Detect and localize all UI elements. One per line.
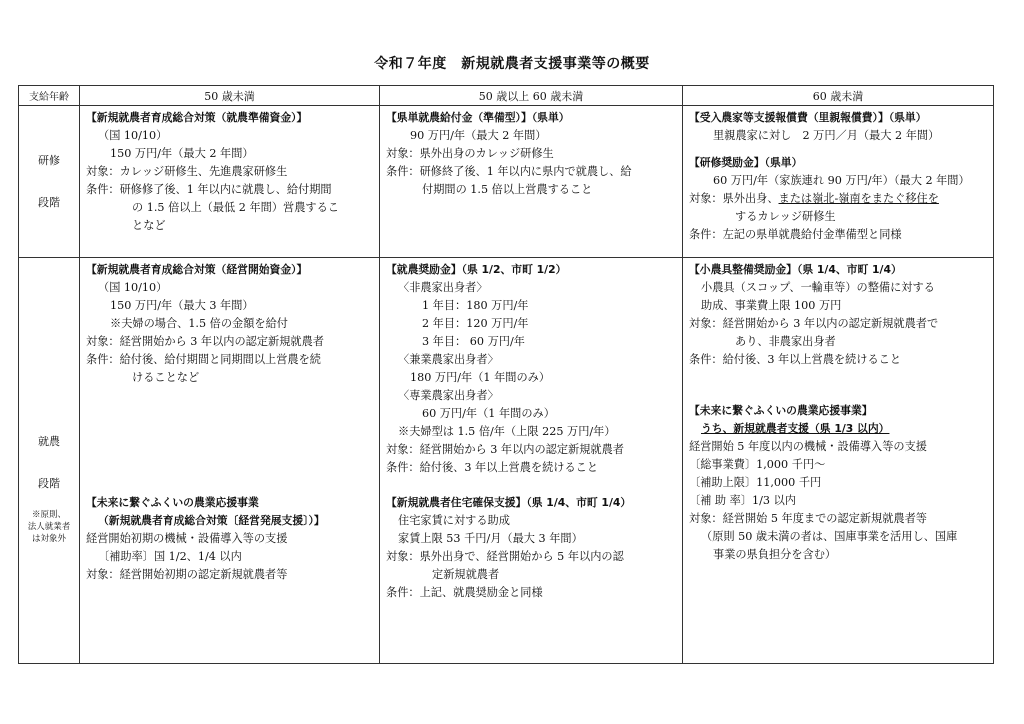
text-line xyxy=(689,190,989,208)
text-line: 条件：研修終了後、1 年以内に県内で就農し、給 xyxy=(386,165,632,178)
sub-program-block xyxy=(386,494,678,602)
program-heading: 【新規就農者育成総合対策（経営開始資金）】 xyxy=(86,263,308,276)
text-line: 条件：研修修了後、1 年以内に就農し、給付期間 xyxy=(86,183,332,196)
training-stage-label xyxy=(19,106,80,258)
support-table xyxy=(18,85,994,664)
training-50to60-cell xyxy=(380,106,683,258)
text-line: 〔補助上限〕11,000 千円 xyxy=(689,476,822,489)
text-line: 条件：給付後、3 年以上営農を続けること xyxy=(689,353,902,366)
text-line: の 1.5 倍以上（最低 2 年間）営農するこ xyxy=(132,201,339,214)
program-heading: 【受入農家等支援報償費（里親報償費）】（県単） xyxy=(689,111,927,124)
text-line: けることなど xyxy=(132,371,200,384)
program-heading: 【未来に繋ぐふくいの農業応援事業 xyxy=(86,496,259,509)
program-heading: 【県単就農給付金（準備型）】（県単） xyxy=(386,111,570,124)
text-line: 〈兼業農家出身者〉 xyxy=(398,353,499,366)
col-header-under60: 60 歳未満 xyxy=(683,86,994,106)
text-line: 家賃上限 53 千円/月（最大 3 年間） xyxy=(398,532,583,545)
stage-line: 段階 xyxy=(38,477,60,491)
farming-row xyxy=(19,258,994,664)
program-subheading: うち、新規就農者支援（県 1/3 以内） xyxy=(701,422,890,435)
text-line: 対象：経営開始から 3 年以内の認定新規就農者 xyxy=(86,335,324,348)
sub-program-block xyxy=(689,402,989,564)
text-line: ※夫婦の場合、1.5 倍の金額を給付 xyxy=(110,317,288,330)
text-line: 付期間の 1.5 倍以上営農すること xyxy=(422,183,593,196)
text-line: 条件：給付後、給付期間と同期間以上営農を続 xyxy=(86,353,321,366)
text-line: 180 万円/年（1 年間のみ） xyxy=(410,371,551,384)
program-heading: 【新規就農者育成総合対策（就農準備資金）】 xyxy=(86,111,308,124)
text-line: 対象：経営開始から 3 年以内の認定新規就農者 xyxy=(386,443,624,456)
stage-line: 就農 xyxy=(38,435,60,449)
program-heading: 【未来に繋ぐふくいの農業応援事業】 xyxy=(689,404,873,417)
text-line: 条件：上記、就農奨励金と同様 xyxy=(386,586,543,599)
program-heading: 【新規就農者住宅確保支援】（県 1/4、市町 1/4） xyxy=(386,496,632,509)
text-line: 150 万円/年（最大 3 年間） xyxy=(110,299,254,312)
text-line: （国 10/10） xyxy=(98,281,168,294)
program-heading: 【研修奨励金】（県単） xyxy=(689,156,803,169)
text-line: 住宅家賃に対する助成 xyxy=(398,514,510,527)
text-line: 経営開始初期の機械・設備導入等の支援 xyxy=(86,532,288,545)
stage-line: 研修 xyxy=(38,153,60,167)
text-line: 90 万円/年（最大 2 年間） xyxy=(410,129,547,142)
text-line: となど xyxy=(132,219,166,232)
text-line: 2 年目：120 万円/年 xyxy=(422,317,529,330)
farming-stage-label xyxy=(19,258,80,664)
header-row xyxy=(19,86,994,106)
text-line: 60 万円/年（1 年間のみ） xyxy=(422,407,555,420)
program-heading: 【就農奨励金】（県 1/2、市町 1/2） xyxy=(386,263,567,276)
col-header-under50: 50 歳未満 xyxy=(80,86,380,106)
text-line: 対象：カレッジ研修生、先進農家研修生 xyxy=(86,165,288,178)
text-line: 小農具（スコップ、一輪車等）の整備に対する xyxy=(701,281,935,294)
text-line: 対象：経営開始から 3 年以内の認定新規就農者で xyxy=(689,317,939,330)
text-line: 対象：県外出身で、経営開始から 5 年以内の認 xyxy=(386,550,624,563)
text-line: 事業の県負担分を含む） xyxy=(713,548,837,561)
text-line: 条件：左記の県単就農給付金準備型と同様 xyxy=(689,228,902,241)
text-line: 60 万円/年（家族連れ 90 万円/年）（最大 2 年間） xyxy=(713,174,970,187)
text-line: 150 万円/年（最大 2 年間） xyxy=(110,147,254,160)
program-heading: 【小農具整備奨励金】（県 1/4、市町 1/4） xyxy=(689,263,902,276)
note-line: 法人就業者 xyxy=(27,522,71,533)
text-line: 対象：経営開始初期の認定新規就農者等 xyxy=(86,568,288,581)
note-line: ※原則、 xyxy=(31,509,66,520)
text-line: 3 年目： 60 万円/年 xyxy=(422,335,525,348)
text-line: 対象：県外出身のカレッジ研修生 xyxy=(386,147,554,160)
text-line: 条件：給付後、3 年以上営農を続けること xyxy=(386,461,599,474)
page-title: 令和７年度 新規就農者支援事業等の概要 xyxy=(374,56,650,72)
farming-under50-cell xyxy=(80,258,380,664)
program-heading: （新規就農者育成総合対策〔経営発展支援〕）】 xyxy=(98,514,325,527)
text-line: 〔補助率〕国 1/2、1/4 以内 xyxy=(98,550,242,563)
text-line: 里親農家に対し 2 万円／月（最大 2 年間） xyxy=(713,129,940,142)
text-line: 〔総事業費〕1,000 千円～ xyxy=(689,458,826,471)
training-row xyxy=(19,106,994,258)
farming-50to60-cell xyxy=(380,258,683,664)
training-under50-cell xyxy=(80,106,380,258)
text-line: （原則 50 歳未満の者は、国庫事業を活用し、国庫 xyxy=(701,530,958,543)
text-line: 助成、事業費上限 100 万円 xyxy=(701,299,842,312)
text-line: （国 10/10） xyxy=(98,129,168,142)
age-header: 支給年齢 xyxy=(19,86,80,106)
text-span: 対象：県外出身、 xyxy=(689,192,779,205)
text-line: 1 年目：180 万円/年 xyxy=(422,299,529,312)
text-line: 〈非農家出身者〉 xyxy=(398,281,488,294)
training-under60-cell xyxy=(683,106,994,258)
note-line: は対象外 xyxy=(31,534,66,545)
sub-program-block xyxy=(86,494,375,584)
underlined-text: または嶺北-嶺南をまたぐ移住を xyxy=(778,192,939,205)
col-header-50to60: 50 歳以上 60 歳未満 xyxy=(380,86,683,106)
text-line: 〈専業農家出身者〉 xyxy=(398,389,499,402)
text-line: 〔補 助 率〕1/3 以内 xyxy=(689,494,796,507)
farming-under60-cell xyxy=(683,258,994,664)
text-line: 経営開始 5 年度以内の機械・設備導入等の支援 xyxy=(689,440,927,453)
stage-note xyxy=(19,509,79,546)
text-line: 定新規就農者 xyxy=(432,568,500,581)
text-line: あり、非農家出身者 xyxy=(735,335,836,348)
text-line: するカレッジ研修生 xyxy=(735,210,836,223)
text-line: 対象：経営開始 5 年度までの認定新規就農者等 xyxy=(689,512,927,525)
text-line: ※夫婦型は 1.5 倍/年（上限 225 万円/年） xyxy=(398,425,616,438)
stage-line: 段階 xyxy=(38,195,60,209)
